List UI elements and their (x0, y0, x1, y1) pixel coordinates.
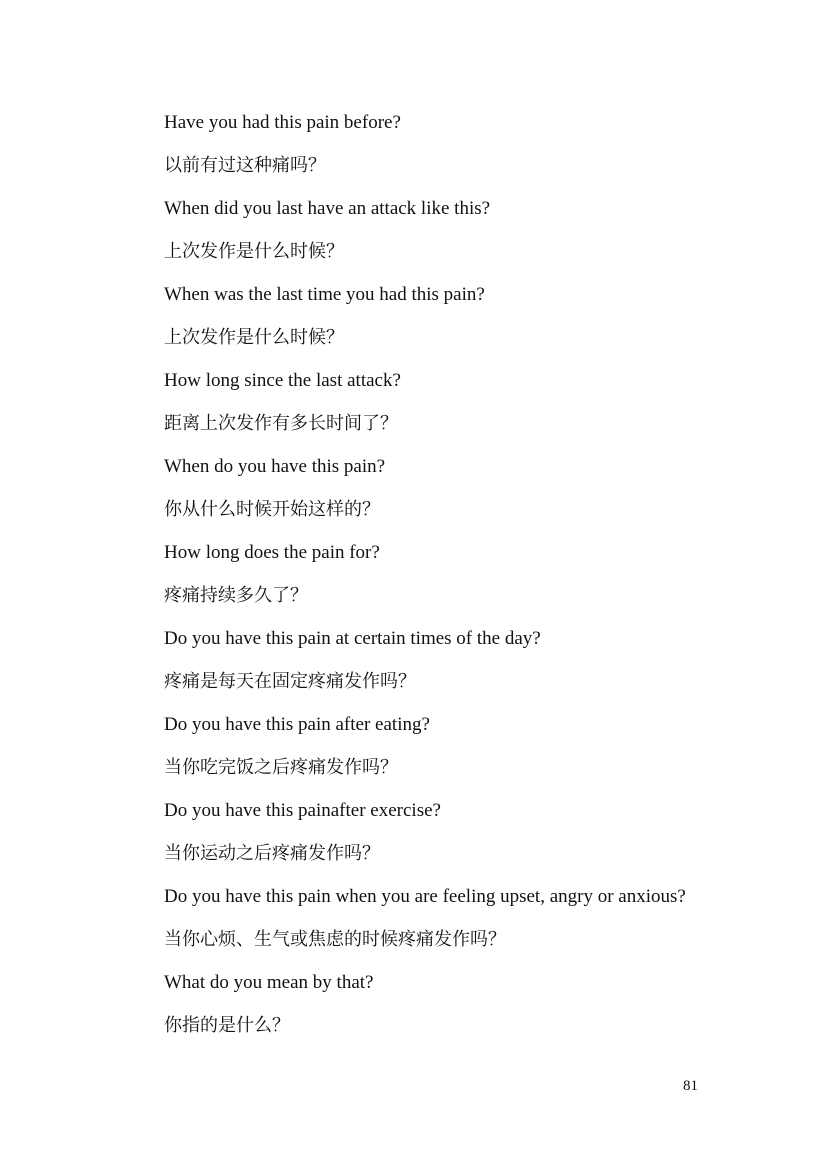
phrase-line: 距离上次发作有多长时间了？ (164, 413, 398, 434)
phrase-line: How long does the pain for? (164, 542, 380, 563)
phrase-line: 疼痛是每天在固定疼痛发作吗？ (164, 671, 416, 692)
phrase-line: 当你吃完饭之后疼痛发作吗？ (164, 757, 398, 778)
phrase-line: 以前有过这种痛吗？ (164, 155, 326, 176)
phrase-line: 你从什么时候开始这样的？ (164, 499, 380, 520)
phrase-line: 你指的是什么？ (164, 1015, 290, 1036)
phrase-line: How long since the last attack? (164, 370, 401, 391)
phrase-line: Do you have this painafter exercise? (164, 800, 441, 821)
phrase-line: When did you last have an attack like this? (164, 198, 491, 219)
phrase-line: When was the last time you had this pain? (164, 284, 485, 305)
phrase-line: 上次发作是什么时候？ (164, 241, 344, 262)
phrase-line: 上次发作是什么时候？ (164, 327, 344, 348)
phrase-line: Have you had this pain before? (164, 112, 401, 133)
phrase-line: When do you have this pain? (164, 456, 386, 477)
phrase-line: What do you mean by that? (164, 972, 374, 993)
phrase-line: 当你运动之后疼痛发作吗？ (164, 843, 380, 864)
phrase-list (164, 108, 764, 1054)
phrase-line: 疼痛持续多久了？ (164, 585, 308, 606)
page-number: 81 (683, 1078, 698, 1094)
phrase-line: Do you have this pain at certain times of the day? (164, 628, 541, 649)
phrase-line: Do you have this pain when you are feeling upset, angry or anxious? (164, 886, 686, 907)
phrase-line: Do you have this pain after eating? (164, 714, 430, 735)
phrase-line: 当你心烦、生气或焦虑的时候疼痛发作吗？ (164, 929, 506, 950)
